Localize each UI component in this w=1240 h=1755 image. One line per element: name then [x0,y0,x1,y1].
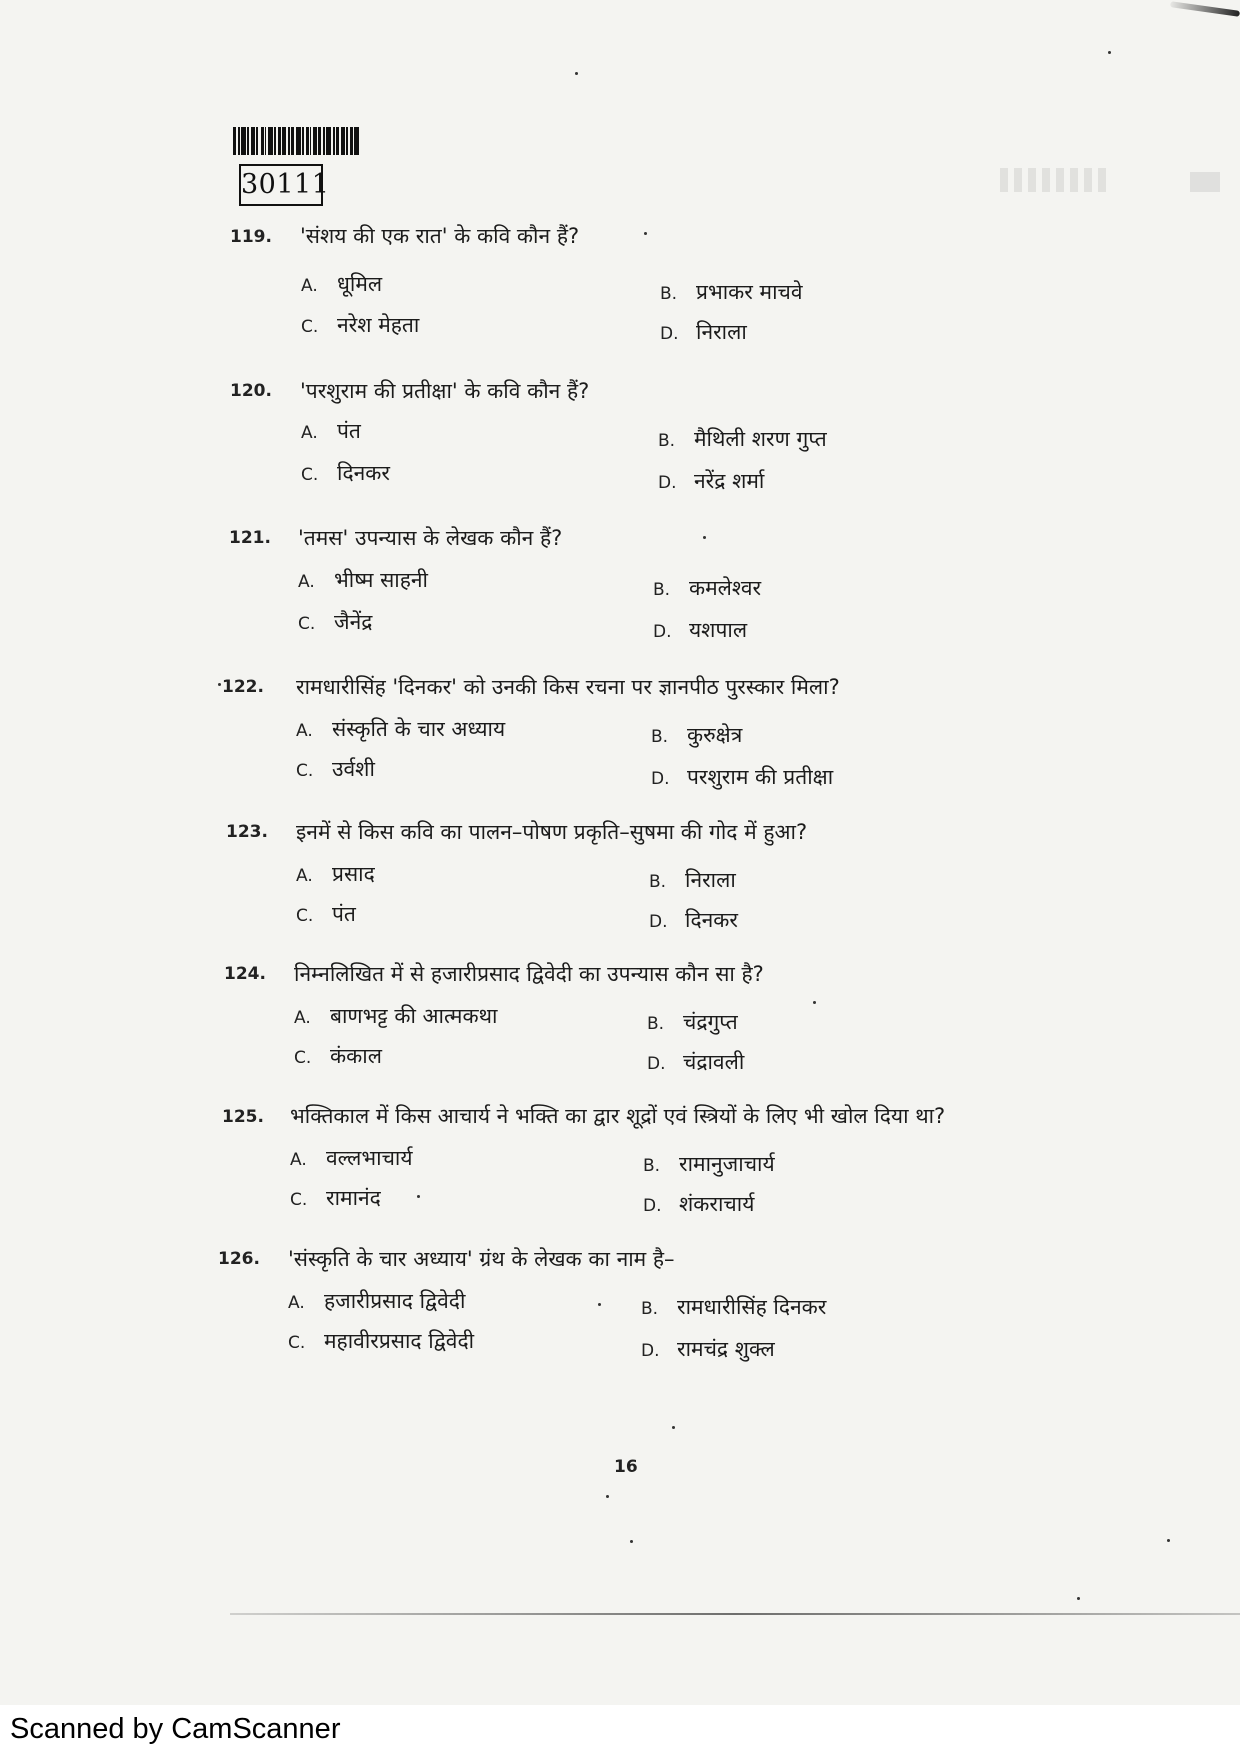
option-c [298,608,372,636]
option-letter: B. [651,727,669,747]
question-text: रामधारीसिंह 'दिनकर' को उनकी किस रचना पर ज्ञानपीठ पुरस्कार मिला? [296,675,840,699]
option-letter: B. [658,431,676,451]
option-text: संस्कृति के चार अध्याय [332,717,506,741]
page-number: 16 [614,1457,638,1477]
option-b [649,866,736,894]
bleed-through-marks-2 [1190,172,1220,192]
option-letter: A. [298,572,315,592]
option-b [647,1008,738,1036]
option-letter: C. [298,614,316,634]
scan-speck [630,1540,633,1543]
option-a [290,1144,413,1172]
option-c [296,900,356,928]
question-number: 124. [224,964,266,984]
option-text: उर्वशी [332,757,375,781]
option-a [301,417,361,445]
option-d [660,318,747,346]
scan-speck [703,536,706,539]
scan-speck [813,1001,816,1004]
option-c [290,1184,381,1212]
option-text: रामानुजाचार्य [679,1152,775,1176]
option-letter: C. [288,1333,306,1353]
scan-edge-mark [1170,1,1240,17]
option-text: चंद्रगुप्त [683,1010,738,1034]
option-letter: D. [653,622,672,642]
scan-footer-line [230,1613,1240,1615]
option-letter: B. [649,872,667,892]
option-d [647,1048,744,1076]
option-text: बाणभट्ट की आत्मकथा [330,1004,498,1028]
option-a [296,715,505,743]
scan-speck [1077,1597,1080,1600]
option-text: प्रसाद [332,862,375,886]
option-b [651,721,742,749]
option-c [288,1327,474,1355]
question-text: 'संशय की एक रात' के कवि कौन हैं? [300,224,580,248]
option-letter: C. [296,906,314,926]
option-letter: A. [294,1008,311,1028]
option-letter: C. [301,465,319,485]
option-letter: D. [649,912,668,932]
scan-speck [644,232,647,235]
option-c [301,311,419,339]
scan-speck [417,1195,420,1198]
question-number: 125. [222,1107,264,1127]
option-a [298,566,428,594]
option-text: नरेंद्र शर्मा [694,469,765,493]
scan-speck [606,1495,609,1498]
option-letter: A. [296,721,313,741]
option-letter: C. [301,317,319,337]
question-number: 119. [230,227,272,247]
option-text: पंत [332,902,356,926]
option-text: मैथिली शरण गुप्त [694,427,827,451]
scan-speck [1108,51,1111,54]
option-text: शंकराचार्य [679,1192,755,1216]
option-letter: C. [290,1190,308,1210]
option-text: जैनेंद्र [334,610,373,634]
question-number: 122. [222,677,264,697]
question-text: भक्तिकाल में किस आचार्य ने भक्ति का द्वार शूद्रों एवं स्त्रियों के लिए भी खोल दिया था? [290,1104,946,1128]
option-letter: D. [643,1196,662,1216]
option-text: दिनकर [337,461,390,485]
question-number: 126. [218,1249,260,1269]
option-b [660,278,803,306]
option-text: चंद्रावली [683,1050,745,1074]
option-letter: B. [647,1014,665,1034]
option-d [658,467,764,495]
bleed-through-marks [1000,168,1110,192]
option-letter: D. [651,769,670,789]
scan-speck [1167,1539,1170,1542]
option-letter: B. [641,1299,659,1319]
option-a [288,1287,465,1315]
option-text: परशुराम की प्रतीक्षा [687,765,834,789]
option-text: धूमिल [337,272,383,296]
option-a [301,270,382,298]
scanner-watermark [0,1705,1240,1755]
option-letter: A. [296,866,313,886]
option-text: महावीरप्रसाद द्विवेदी [324,1329,475,1353]
option-text: वल्लभाचार्य [326,1146,413,1170]
option-letter: A. [301,423,318,443]
paper-code: 30111 [239,164,323,206]
question-text: 'परशुराम की प्रतीक्षा' के कवि कौन हैं? [300,379,590,403]
option-d [643,1190,754,1218]
option-letter: A. [288,1293,305,1313]
watermark-text: Scanned by CamScanner [10,1713,341,1745]
option-text: हजारीप्रसाद द्विवेदी [324,1289,466,1313]
question-text: निम्नलिखित में से हजारीप्रसाद द्विवेदी का उपन्यास कौन सा है? [294,962,764,986]
option-text: निराला [696,320,747,344]
option-a [296,860,375,888]
question-text: इनमें से किस कवि का पालन–पोषण प्रकृति–सुषमा की गोद में हुआ? [296,820,808,844]
option-b [653,574,761,602]
option-letter: A. [301,276,318,296]
scan-speck [672,1426,675,1429]
question-number: 120. [230,381,272,401]
question-text: 'संस्कृति के चार अध्याय' ग्रंथ के लेखक का नाम है– [288,1247,675,1271]
option-text: पंत [337,419,361,443]
question-number: 123. [226,822,268,842]
option-letter: D. [660,324,679,344]
option-d [641,1335,775,1363]
scan-speck [598,1303,601,1306]
option-text: रामचंद्र शुक्ल [677,1337,775,1361]
scan-speck [218,683,221,686]
option-letter: C. [296,761,314,781]
option-c [296,755,375,783]
option-b [658,425,827,453]
option-d [651,763,833,791]
option-text: कंकाल [330,1044,382,1068]
option-text: नरेश मेहता [337,313,420,337]
option-text: कुरुक्षेत्र [687,723,743,747]
option-c [294,1042,382,1070]
option-letter: B. [643,1156,661,1176]
option-text: दिनकर [685,908,738,932]
scan-speck [575,72,578,75]
option-d [649,906,738,934]
option-d [653,616,747,644]
option-letter: A. [290,1150,307,1170]
option-letter: D. [658,473,677,493]
option-text: निराला [685,868,736,892]
option-letter: C. [294,1048,312,1068]
option-text: प्रभाकर माचवे [696,280,803,304]
option-text: भीष्म साहनी [334,568,428,592]
option-letter: B. [660,284,678,304]
option-c [301,459,390,487]
option-b [643,1150,775,1178]
option-b [641,1293,826,1321]
option-text: रामानंद [326,1186,381,1210]
option-text: रामधारीसिंह दिनकर [677,1295,827,1319]
option-letter: B. [653,580,671,600]
option-letter: D. [647,1054,666,1074]
option-text: कमलेश्वर [689,576,762,600]
option-letter: D. [641,1341,660,1361]
option-text: यशपाल [689,618,748,642]
question-number: 121. [229,528,271,548]
question-text: 'तमस' उपन्यास के लेखक कौन हैं? [298,526,563,550]
option-a [294,1002,497,1030]
barcode [233,127,393,155]
